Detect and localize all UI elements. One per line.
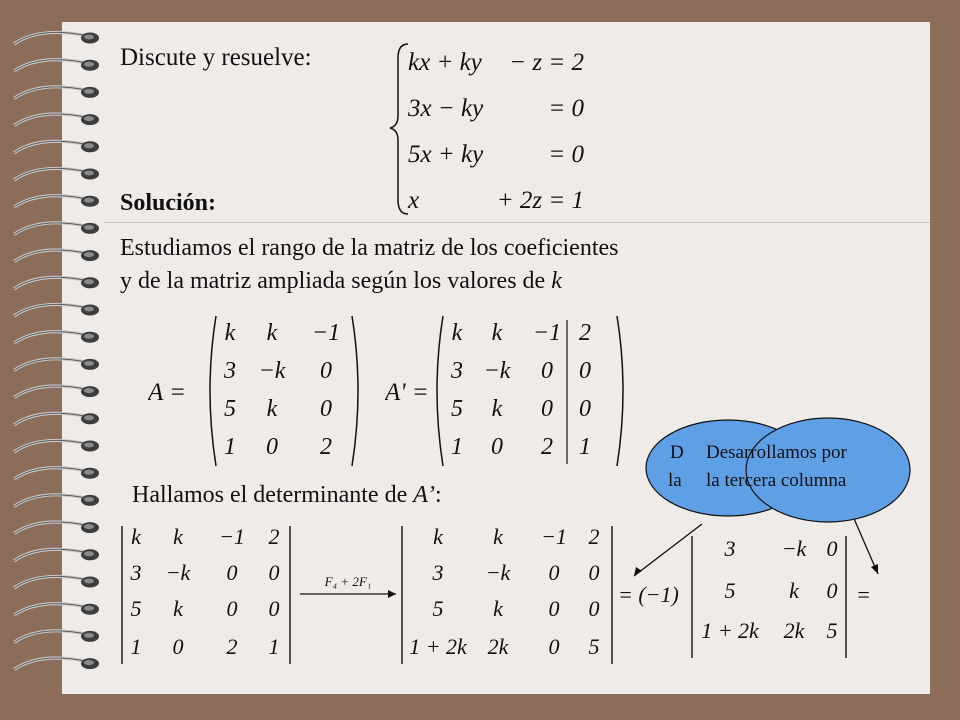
det1-entry: 0: [172, 634, 184, 659]
binder-ring: [14, 114, 99, 126]
matrix-entry: 1: [579, 434, 591, 460]
system-left: 3x − ky: [408, 95, 484, 122]
slide-title: Discute y resuelve:: [120, 44, 312, 71]
binder-ring: [14, 250, 99, 262]
solution-label: Solución:: [120, 190, 217, 216]
binder-ring: [14, 413, 99, 425]
det2-entry: 5: [588, 634, 600, 659]
bubble-shapes: [644, 412, 920, 524]
det2-entry: 0: [548, 634, 560, 659]
det1-entry: −k: [165, 560, 191, 585]
binder-ring: [14, 60, 99, 72]
binder-ring: [14, 440, 99, 452]
det1-entry: k: [173, 524, 183, 549]
det1-entry: 2: [226, 634, 238, 659]
det2-entry: 5: [432, 596, 444, 621]
det2-entry: 2: [588, 524, 600, 549]
matrix-entry: 0: [320, 396, 332, 422]
det1-entry: 0: [268, 596, 280, 621]
system-left: 5x + ky: [408, 141, 484, 168]
det1-entry: −1: [219, 524, 245, 549]
matrix-entry: 3: [451, 358, 463, 384]
determinant-2: [398, 522, 616, 672]
matrix-entry: k: [491, 320, 503, 346]
det2-entry: 0: [588, 560, 600, 585]
det3-entry: 1 + 2k: [701, 618, 759, 643]
det2-entry: 2k: [487, 634, 509, 659]
binder-ring: [14, 168, 99, 180]
right-paren: [352, 316, 358, 466]
line3-suffix: :: [435, 482, 442, 508]
binder-ring: [14, 332, 99, 344]
spiral-binding-icon: [0, 0, 110, 720]
matrix-A-prime: [385, 312, 630, 472]
line3-text: Hallamos el determinante de: [132, 482, 414, 508]
det2-entry: −k: [485, 560, 511, 585]
det1-entry: k: [131, 524, 141, 549]
matrix-label: A =: [148, 379, 186, 406]
binder-ring: [14, 87, 99, 99]
matrix-entry: 1: [224, 434, 236, 460]
explanation-line-3: [132, 482, 442, 509]
det3-entry: 5: [826, 618, 838, 643]
system-right: + 2z = 1: [496, 187, 584, 214]
binder-ring: [14, 658, 99, 670]
line2-text: y de la matriz ampliada según los valores de: [120, 268, 552, 294]
det1-entry: 0: [226, 560, 238, 585]
system-brace: [390, 44, 408, 214]
det2-entry: 0: [548, 560, 560, 585]
det1-entry: 2: [268, 524, 280, 549]
matrix-entry: 1: [451, 434, 463, 460]
line2-variable: k: [551, 268, 562, 294]
callout-front-line-2: la tercera columna: [706, 470, 847, 491]
det2-entry: 3: [432, 560, 444, 585]
matrix-entry: 0: [579, 396, 591, 422]
determinant-factor: = (−1): [618, 582, 679, 607]
det2-entry: 1 + 2k: [409, 634, 467, 659]
matrix-label: A' =: [385, 379, 429, 406]
callout-front-line-1: Desarrollamos por: [706, 442, 847, 463]
system-left: x: [408, 187, 420, 214]
matrix-entry: −k: [483, 358, 511, 384]
matrix-entry: 5: [224, 396, 236, 422]
binder-ring: [14, 604, 99, 616]
det3-entry: 5: [724, 578, 736, 603]
binder-ring: [14, 468, 99, 480]
det2-entry: k: [433, 524, 443, 549]
matrix-entry: 3: [224, 358, 236, 384]
callout-back-line-1: D: [670, 442, 684, 463]
matrix-A: [148, 312, 363, 472]
matrix-entry: 2: [579, 320, 591, 346]
determinant-1: [118, 522, 298, 672]
det1-entry: k: [173, 596, 183, 621]
det2-entry: k: [493, 596, 503, 621]
explanation-line-2: [120, 268, 562, 295]
system-left: kx + ky: [408, 49, 482, 76]
callout-bubble: [644, 412, 920, 524]
right-paren: [617, 316, 623, 466]
det3-entry: 0: [826, 536, 838, 561]
det2-entry: −1: [541, 524, 567, 549]
binder-ring: [14, 32, 99, 44]
row-operation-label: F₄ + 2F₁: [324, 574, 372, 589]
binder-ring: [14, 386, 99, 398]
binder-ring: [14, 549, 99, 561]
matrix-entry: −k: [258, 358, 286, 384]
matrix-entry: 0: [541, 358, 553, 384]
system-right: = 0: [548, 141, 584, 168]
system-right: − z = 2: [509, 49, 584, 76]
matrix-entry: 2: [541, 434, 553, 460]
matrix-entry: k: [266, 396, 278, 422]
det1-entry: 3: [130, 560, 142, 585]
line3-variable: A’: [413, 482, 435, 508]
binder-ring: [14, 223, 99, 235]
equation-system: [386, 36, 606, 220]
explanation-line-1: Estudiamos el rango de la matriz de los coeficientes: [120, 235, 619, 261]
det1-entry: 1: [130, 634, 142, 659]
left-paren: [210, 316, 216, 466]
binder-ring: [14, 495, 99, 507]
divider-line: [104, 222, 930, 223]
det3-entry: 0: [826, 578, 838, 603]
matrix-entry: −1: [532, 320, 562, 346]
system-right: = 0: [548, 95, 584, 122]
matrix-entry: k: [266, 320, 278, 346]
equals-sign: =: [856, 582, 871, 607]
matrix-entry: k: [451, 320, 463, 346]
matrix-entry: k: [224, 320, 236, 346]
binder-ring: [14, 304, 99, 316]
binder-ring: [14, 359, 99, 371]
det1-entry: 0: [268, 560, 280, 585]
matrix-entry: 0: [320, 358, 332, 384]
binder-ring: [14, 196, 99, 208]
det3-entry: 2k: [783, 618, 805, 643]
binder-ring: [14, 277, 99, 289]
matrix-entry: 2: [320, 434, 332, 460]
matrix-entry: 5: [451, 396, 463, 422]
binder-ring: [14, 576, 99, 588]
det2-entry: k: [493, 524, 503, 549]
matrix-entry: 0: [491, 434, 503, 460]
binder-ring: [14, 522, 99, 534]
matrix-entry: −1: [311, 320, 341, 346]
matrix-entry: 0: [579, 358, 591, 384]
det1-entry: 1: [268, 634, 280, 659]
callout-back-line-2: la: [668, 470, 682, 491]
det3-entry: −k: [781, 536, 807, 561]
det2-entry: 0: [588, 596, 600, 621]
det1-entry: 5: [130, 596, 142, 621]
row-operation-arrow: [296, 566, 404, 606]
binder-ring: [14, 631, 99, 643]
matrix-entry: 0: [541, 396, 553, 422]
matrix-entry: 0: [266, 434, 278, 460]
det3-entry: 3: [724, 536, 736, 561]
det1-entry: 0: [226, 596, 238, 621]
matrix-entry: k: [491, 396, 503, 422]
binder-ring: [14, 141, 99, 153]
det2-entry: 0: [548, 596, 560, 621]
det3-entry: k: [789, 578, 799, 603]
left-paren: [437, 316, 443, 466]
